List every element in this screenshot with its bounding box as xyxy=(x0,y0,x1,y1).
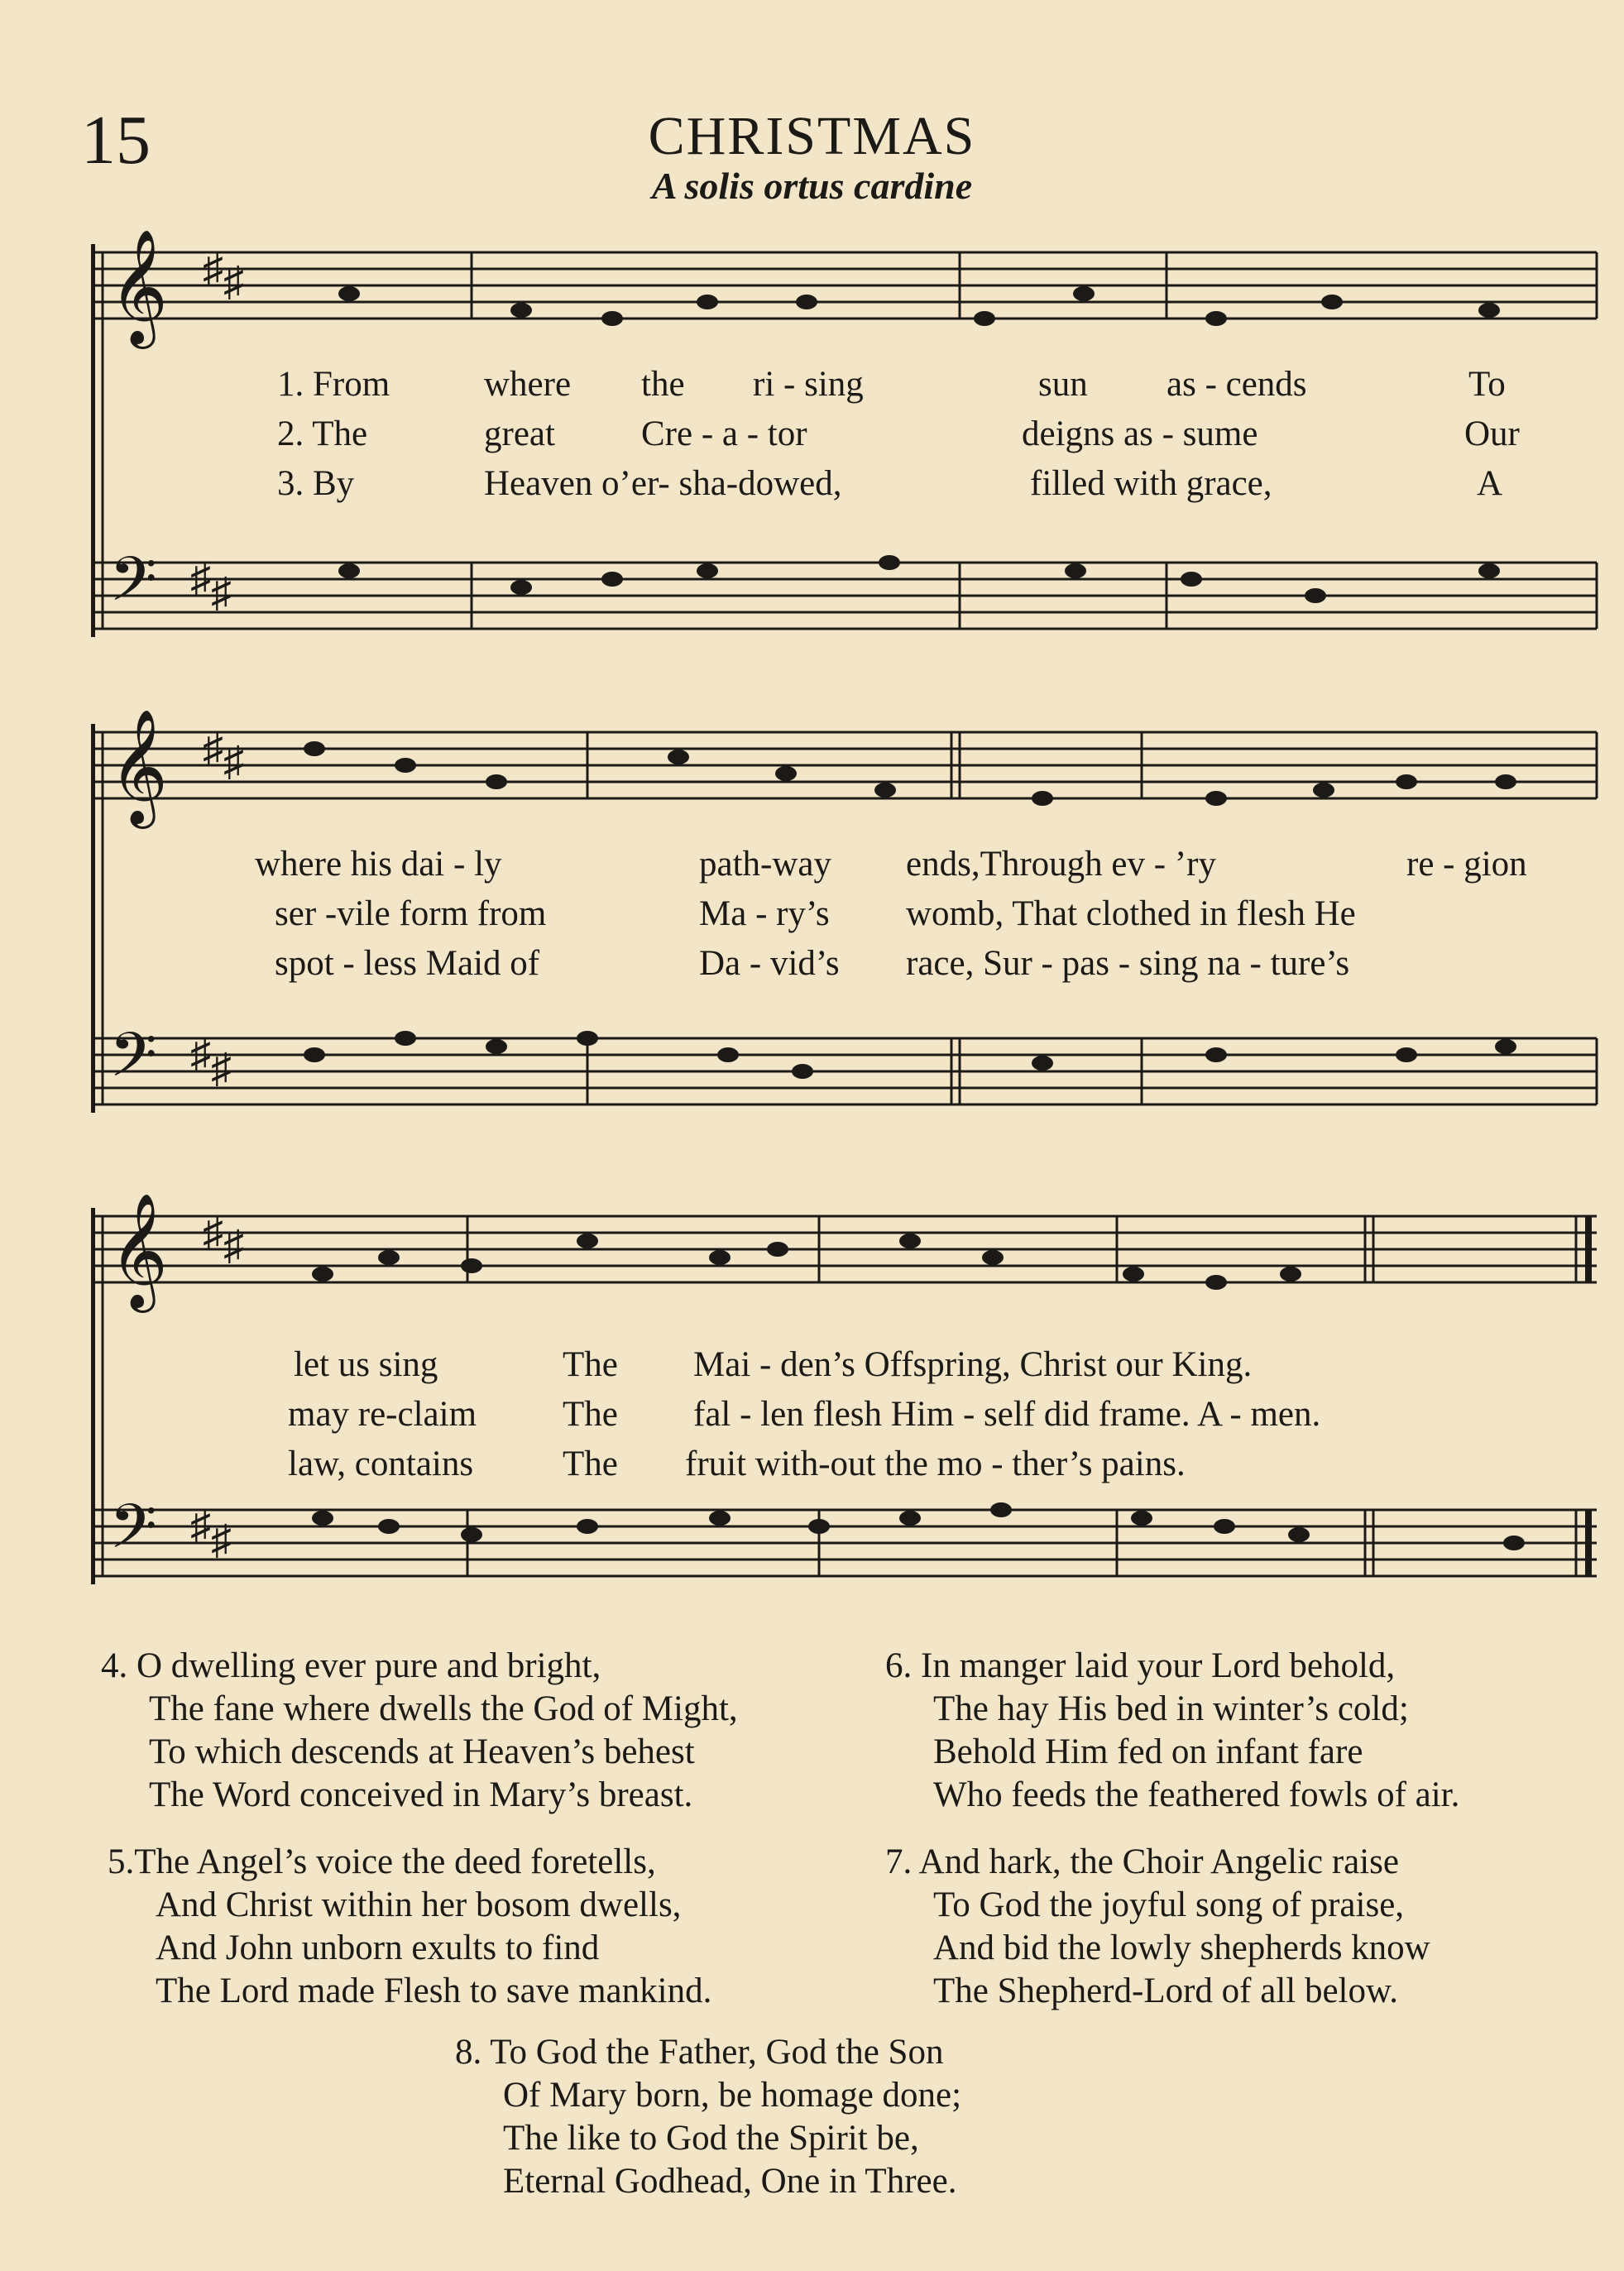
lyric-syllable: ends,Through ev - ’ry xyxy=(906,845,1216,884)
svg-text:𝄢: 𝄢 xyxy=(109,1019,157,1106)
lyric-syllable: Heaven o’er- sha-dowed, xyxy=(484,464,842,503)
page-number: 15 xyxy=(81,102,151,179)
lyric-syllable: Ma - ry’s xyxy=(699,894,830,933)
svg-text:𝄢: 𝄢 xyxy=(109,1491,157,1578)
music-system-3 xyxy=(91,1175,1605,1605)
verse-line: And hark, the Choir Angelic raise xyxy=(918,1842,1399,1881)
verse-7 xyxy=(885,1841,1430,2013)
svg-text:𝄢: 𝄢 xyxy=(109,544,157,630)
verse-line: Of Mary born, be homage done; xyxy=(503,2076,962,2115)
lyric-syllable: Our xyxy=(1464,414,1520,453)
lyric-row-verse-2 xyxy=(91,1390,1605,1440)
lyric-syllable: To xyxy=(1468,365,1506,404)
lyric-syllable: filled with grace, xyxy=(1030,464,1272,503)
verse-5 xyxy=(108,1841,711,2013)
verse-number: 5. xyxy=(108,1842,135,1881)
lyric-syllable: as - cends xyxy=(1167,365,1307,404)
lyric-syllable: deigns as - sume xyxy=(1022,414,1258,453)
lyric-syllable: great xyxy=(484,414,555,453)
svg-text:♯: ♯ xyxy=(203,1209,223,1255)
svg-text:♯: ♯ xyxy=(211,1045,232,1091)
lyric-syllable: where his dai - ly xyxy=(255,845,502,884)
svg-text:♯: ♯ xyxy=(223,258,244,304)
svg-text:𝄞: 𝄞 xyxy=(109,1193,168,1308)
svg-text:♯: ♯ xyxy=(223,1222,244,1268)
verse-line: The like to God the Spirit be, xyxy=(503,2119,919,2158)
verse-number: 7. xyxy=(885,1842,913,1881)
lyric-syllable: 2. The xyxy=(277,414,368,453)
verse-line: The fane where dwells the God of Might, xyxy=(149,1689,738,1728)
lyric-syllable: 1. From xyxy=(277,365,390,404)
svg-text:𝄞: 𝄞 xyxy=(109,229,168,344)
lyric-row-verse-3 xyxy=(91,459,1605,509)
verse-line: The hay His bed in winter’s cold; xyxy=(933,1689,1409,1728)
svg-text:♯: ♯ xyxy=(211,569,232,616)
lyric-row-verse-3 xyxy=(91,1440,1605,1489)
hymn-title: CHRISTMAS xyxy=(648,106,976,166)
verse-line: Behold Him fed on infant fare xyxy=(933,1732,1363,1771)
svg-text:♯: ♯ xyxy=(223,738,244,784)
lyric-syllable: spot - less Maid of xyxy=(275,944,540,983)
lyric-syllable: 3. By xyxy=(277,464,355,503)
verse-6 xyxy=(885,1645,1459,1817)
lyric-syllable: sun xyxy=(1038,365,1088,404)
verse-line: To which descends at Heaven’s behest xyxy=(149,1732,695,1771)
verse-line: The Lord made Flesh to save mankind. xyxy=(156,1972,712,2010)
lyric-syllable: The xyxy=(563,1345,618,1384)
verse-line: And John unborn exults to find xyxy=(156,1928,600,1967)
verse-line: The Shepherd-Lord of all below. xyxy=(933,1972,1399,2010)
verse-line: The Angel’s voice the deed foretells, xyxy=(134,1842,656,1881)
lyric-syllable: fruit with-out the mo - ther’s pains. xyxy=(685,1445,1186,1483)
lyric-syllable: may re-claim xyxy=(288,1395,477,1434)
lyric-syllable: law, contains xyxy=(288,1445,474,1483)
lyric-syllable: where xyxy=(484,365,572,404)
verse-number: 4. xyxy=(101,1646,128,1685)
verse-line: In manger laid your Lord behold, xyxy=(921,1646,1396,1685)
hymn-subtitle: A solis ortus cardine xyxy=(651,165,973,207)
lyric-syllable: A xyxy=(1477,464,1503,503)
music-system-1 xyxy=(91,228,1605,658)
svg-text:♯: ♯ xyxy=(190,1030,211,1076)
verse-line: And Christ within her bosom dwells, xyxy=(156,1885,682,1924)
lyric-row-verse-1 xyxy=(91,840,1605,889)
lyric-row-verse-1 xyxy=(91,360,1605,410)
svg-text:♯: ♯ xyxy=(190,554,211,601)
lyric-syllable: path-way xyxy=(699,845,831,884)
lyric-syllable: ser -vile form from xyxy=(275,894,547,933)
verse-line: O dwelling ever pure and bright, xyxy=(137,1646,601,1685)
verse-number: 6. xyxy=(885,1646,913,1685)
lyric-syllable: Cre - a - tor xyxy=(641,414,807,453)
music-system-2 xyxy=(91,691,1605,1121)
lyric-syllable: The xyxy=(563,1395,618,1434)
svg-text:♯: ♯ xyxy=(211,1516,232,1563)
verse-number: 8. xyxy=(455,2033,482,2072)
verse-8 xyxy=(455,2031,961,2203)
lyric-row-verse-2 xyxy=(91,889,1605,939)
svg-text:𝄞: 𝄞 xyxy=(109,709,168,824)
lyric-syllable: ri - sing xyxy=(753,365,864,404)
lyric-row-verse-1 xyxy=(91,1340,1605,1390)
lyric-syllable: The xyxy=(563,1445,618,1483)
lyric-syllable: race, Sur - pas - sing na - ture’s xyxy=(906,944,1350,983)
verse-line: The Word conceived in Mary’s breast. xyxy=(149,1775,693,1814)
lyric-syllable: womb, That clothed in flesh He xyxy=(906,894,1356,933)
svg-text:♯: ♯ xyxy=(190,1502,211,1548)
lyric-syllable: the xyxy=(641,365,685,404)
verse-4 xyxy=(101,1645,738,1817)
lyric-syllable: re - gion xyxy=(1406,845,1527,884)
lyric-syllable: Mai - den’s Offspring, Christ our King. xyxy=(693,1345,1253,1384)
lyric-row-verse-2 xyxy=(91,410,1605,459)
svg-text:♯: ♯ xyxy=(203,725,223,771)
svg-text:♯: ♯ xyxy=(203,245,223,291)
verse-line: To God the joyful song of praise, xyxy=(933,1885,1405,1924)
lyric-syllable: Da - vid’s xyxy=(699,944,840,983)
lyric-row-verse-3 xyxy=(91,939,1605,989)
lyric-syllable: let us sing xyxy=(294,1345,438,1384)
verse-line: Who feeds the feathered fowls of air. xyxy=(933,1775,1460,1814)
verse-line: Eternal Godhead, One in Three. xyxy=(503,2162,957,2201)
verse-line: And bid the lowly shepherds know xyxy=(933,1928,1430,1967)
verse-line: To God the Father, God the Son xyxy=(490,2033,944,2072)
lyric-syllable: fal - len flesh Him - self did frame. A - men. xyxy=(693,1395,1321,1434)
